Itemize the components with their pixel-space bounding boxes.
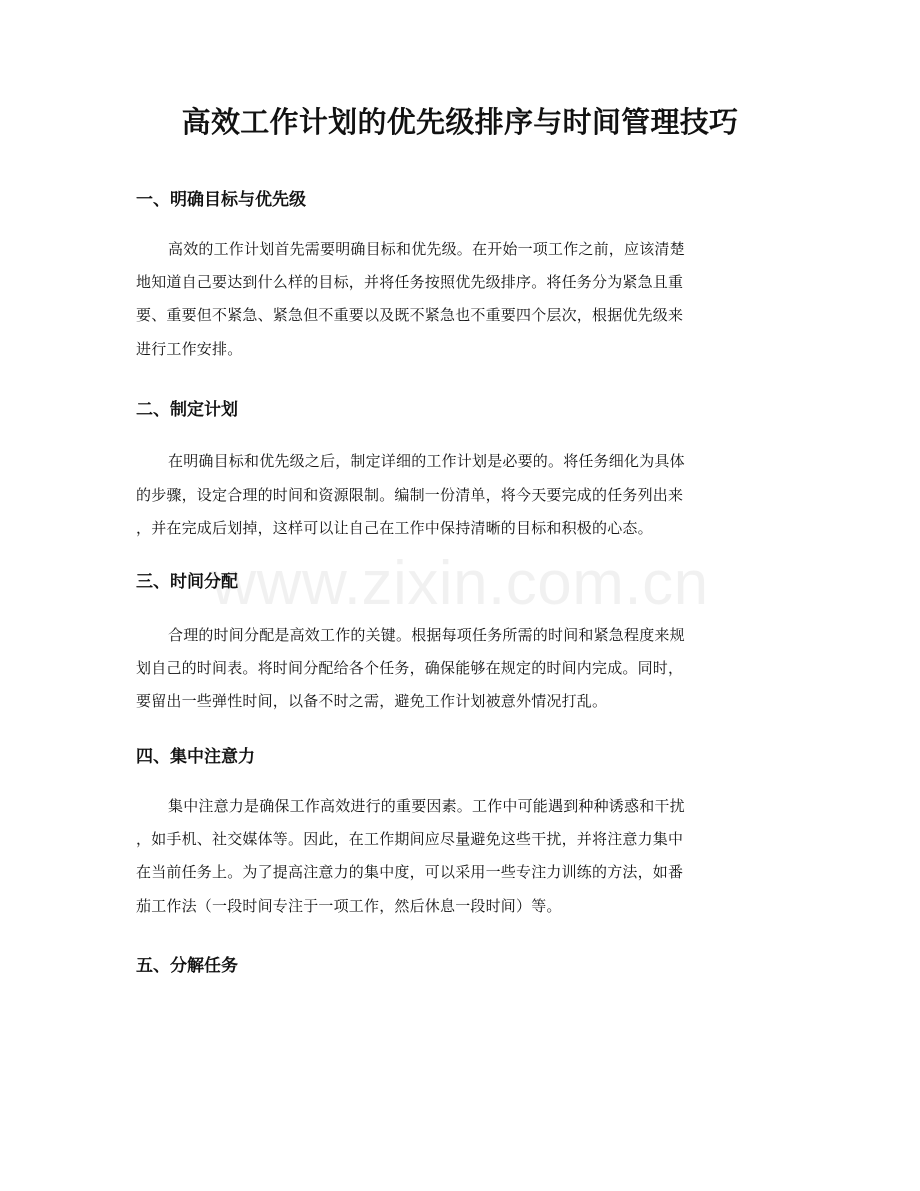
section-1-line-1: 高效的工作计划首先需要明确目标和优先级。在开始一项工作之前，应该清楚 (168, 240, 685, 258)
section-1-line-3: 要、重要但不紧急、紧急但不重要以及既不紧急也不重要四个层次，根据优先级来 (136, 306, 684, 324)
section-heading-4: 四、集中注意力 (136, 747, 255, 767)
section-4-line-2: ，如手机、社交媒体等。因此，在工作期间应尽量避免这些干扰，并将注意力集中 (136, 830, 684, 848)
section-4-line-3: 在当前任务上。为了提高注意力的集中度，可以采用一些专注力训练的方法，如番 (136, 863, 684, 881)
section-1-line-2: 地知道自己要达到什么样的目标，并将任务按照优先级排序。将任务分为紧急且重 (136, 273, 684, 291)
section-3-line-2: 划自己的时间表。将时间分配给各个任务，确保能够在规定的时间内完成。同时， (136, 659, 684, 677)
section-heading-1: 一、明确目标与优先级 (136, 190, 306, 210)
section-1-line-4: 进行工作安排。 (136, 340, 243, 358)
watermark: www.zixin.com.cn (211, 549, 709, 618)
section-2-line-3: ，并在完成后划掉，这样可以让自己在工作中保持清晰的目标和积极的心态。 (136, 519, 653, 537)
section-heading-2: 二、制定计划 (136, 400, 238, 420)
section-2-line-2: 的步骤，设定合理的时间和资源限制。编制一份清单，将今天要完成的任务列出来 (136, 486, 684, 504)
section-3-line-1: 合理的时间分配是高效工作的关键。根据每项任务所需的时间和紧急程度来规 (168, 626, 685, 644)
section-2-line-1: 在明确目标和优先级之后，制定详细的工作计划是必要的。将任务细化为具体 (168, 452, 685, 470)
document-title: 高效工作计划的优先级排序与时间管理技巧 (181, 105, 739, 139)
section-4-line-4: 茄工作法（一段时间专注于一项工作，然后休息一段时间）等。 (136, 897, 562, 915)
section-heading-5: 五、分解任务 (136, 956, 238, 976)
section-3-line-3: 要留出一些弹性时间，以备不时之需，避免工作计划被意外情况打乱。 (136, 692, 608, 710)
section-4-line-1: 集中注意力是确保工作高效进行的重要因素。工作中可能遇到种种诱惑和干扰 (168, 797, 685, 815)
section-heading-3: 三、时间分配 (136, 572, 238, 592)
